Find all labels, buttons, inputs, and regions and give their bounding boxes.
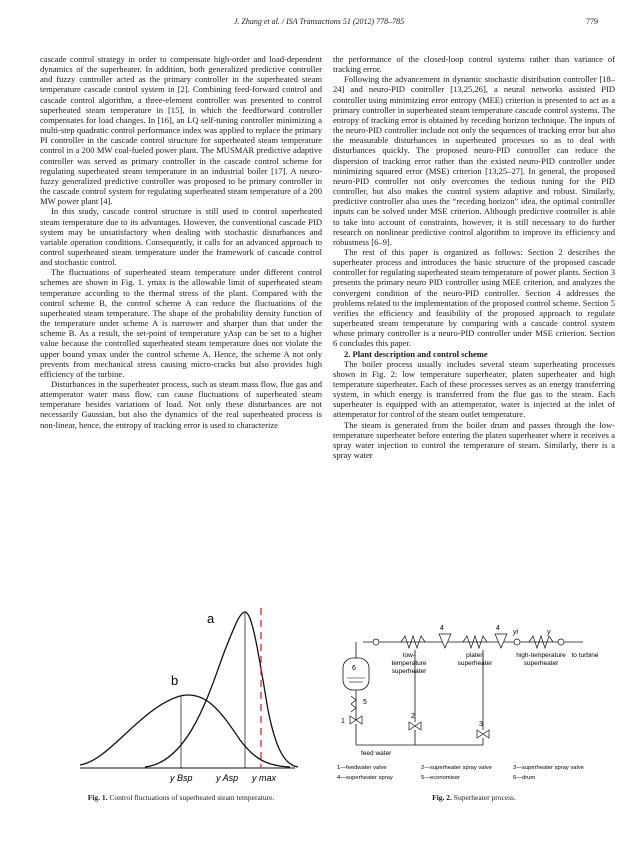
paragraph: The boiler process usually includes several steam superheating processes shown in Fig. 2: low temperature superheater, platen superheater and high temperature superheater. Each of these processes serves as an energy transferring system, in which energy is transferred from the flue gas to the steam. Each superheater is equipped with an attemperator, water is injected at the inlet of attemperator for control of the steam outlet temperature. — [333, 358, 615, 420]
junction-icon — [373, 639, 379, 645]
label-4a: 4 — [440, 625, 444, 632]
spray-valve-icon — [409, 722, 421, 730]
paragraph: the performance of the closed-loop control systems rather than variance of tracking error. — [333, 54, 615, 75]
left-column — [40, 54, 322, 430]
platen-label: platen — [466, 652, 484, 659]
curve-a — [145, 612, 298, 767]
label-y: y — [547, 629, 551, 636]
legend-item: 4—superheater spray — [337, 775, 393, 781]
caption-text: Superheater process. — [453, 793, 516, 802]
right-column — [333, 54, 615, 460]
page-number: 779 — [586, 17, 598, 26]
low-temp-label: superheater — [391, 668, 427, 675]
platen-label: superheater — [457, 660, 493, 667]
figure-2-caption — [333, 793, 615, 802]
figure-1-pdf-plot — [40, 590, 322, 785]
curve-a-label: a — [207, 611, 215, 626]
junction-icon — [514, 639, 520, 645]
junction-icon — [558, 639, 564, 645]
figure-2-superheater-diagram — [333, 620, 615, 785]
economiser-icon — [351, 696, 356, 712]
paragraph: The steam is generated from the boiler drum and passes through the low-temperature superheater before entering the platen superheater where it receives a spray water injection to control the temperature of steam. Similarly, there is a spray water — [333, 419, 615, 461]
low-temp-label: temperature — [391, 660, 427, 667]
figure-1-caption — [40, 793, 322, 802]
low-temp-label: low- — [403, 652, 415, 659]
high-temp-label: superheater — [523, 660, 559, 667]
label-2: 2 — [411, 713, 415, 720]
legend-item: 6—drum — [513, 775, 536, 781]
spray-icon — [439, 634, 451, 648]
ymax-label: y max — [252, 773, 277, 783]
paragraph: The fluctuations of superheated steam temperature under different control schemes are shown in Fig. 1. ymax is the allowable limit of superheated steam temperature according to the thermal stress of the plant. Compared with the control scheme B, the control scheme A can reduce the fluctuations of the superheated steam temperature. The shape of the probability density function of the temperature under scheme A is narrower and sharper than that under the scheme B. As a result, the set-point of temperature yAsp can be set to a higher value because the controlled superheated steam temperature does not violate the upper bound ymax under the control scheme A. Hence, the scheme A not only prevents from mechanical stress causing micro-cracks but also provides high efficiency of the turbine. — [40, 267, 322, 379]
curve-b — [80, 695, 290, 767]
high-temp-label: high-temperature — [516, 652, 566, 659]
drum-icon — [343, 658, 369, 690]
label-3: 3 — [479, 721, 483, 728]
legend-item: 5—economiser — [421, 775, 460, 781]
running-header — [0, 17, 638, 31]
label-1: 1 — [341, 718, 345, 725]
paragraph: Following the advancement in dynamic stochastic distribution controller [18–24] and neuro-PID controller [13,25,26], a neural networks assisted PID controller using minimizing error entropy (MEE) criterion is presented to act as a primary controller in superheated steam temperature cascade control systems. The entropy of tracking error is obtained by receding horizon technique. The inputs of the neuro-PID controller include not only the sequences of tracking error but also the measurable disturbances in superheated processes so as to deal with disturbances quickly. The proposed neuro-PID controller can reduce the dispersion of tracking error rather than the existed neuro-PID controller under minimizing squared error (MSE) criterion [13,25–27]. In general, the proposed neuro-PID controller not only overcomes the tedious tuning for the PID controller, but also makes the control system adaptive and robust. Similarly, predictive controller also uses the “receding horizon” idea, the optimal controller inputs can be solved under MSE criterion. Although predictive controller is able to take into account of constraints, however, it is still necessary to do further research on nonlinear predictive control algorithm to improve its efficiency and robustness [6–9]. — [333, 74, 615, 247]
spray-valve-icon — [477, 730, 489, 738]
legend-item: 1—feedwater valve — [337, 765, 387, 771]
paragraph: Disturbances in the superheater process, such as steam mass flow, flue gas and attemperator water mass flow, can cause fluctuations of superheated steam temperature besides variations of load. Not only these disturbances are not necessarily Gaussian, but also the dynamics of the real superheated process is non-linear, hence, the entropy of tracking error is used to characterize — [40, 379, 322, 430]
caption-label: Fig. 1. — [87, 793, 108, 802]
ybsp-label: y Bsp — [170, 773, 193, 783]
paragraph: The rest of this paper is organized as follows: Section 2 describes the superheater process and introduces the basic structure of the proposed cascade controller for regulating superheated steam temperature of power plants. Section 3 presents the primary neuro PID controller using MEE criterion, and analyzes the convergent condition of the neuro-PID controller. Section 4 addresses the problems related to the implementation of the proposed control scheme. Section 5 verifies the efficiency and feasibility of the proposed approach to regulate superheated steam temperature by comparing with a cascade control system whose primary controller is a neuro-PID controller under MSE criterion. Section 6 concludes this paper. — [333, 246, 615, 349]
spray-icon — [495, 634, 507, 648]
section-heading: 2. Plant description and control scheme — [344, 348, 488, 359]
label-5: 5 — [363, 699, 367, 706]
label-4b: 4 — [496, 625, 500, 632]
label-6: 6 — [352, 665, 356, 672]
caption-label: Fig. 2. — [432, 793, 452, 802]
feed-water-label: feed water — [361, 750, 392, 757]
paragraph: cascade control strategy in order to compensate high-order and load-dependent dynamics of the superheater. In addition, both generalized predictive controller and fuzzy controller acted as the primary controller in the superheated steam temperature cascade control system in [2]. Combining feed-forward control and cascade control algorithm, a three-element controller was presented to control superheated steam temperature in [15], in which the feedforward controller compensates for load changes. In [16], an LQ self-tuning controller minimizing a multi-step quadratic control performance index was applied to replace the primary PI controller in the cascade control structure for superheated steam temperature control in a 200 MW coal-fueled power plant. The MUSMAR predictive adaptive controller was served as primary controller in the cascade control scheme for regulating superheated steam temperature in an industrial boiler [17]. A neuro-fuzzy generalized predictive controller was proposed to be primary controller in the cascade control system for regulating superheated steam temperature of a 200 MW power plant [4]. — [40, 54, 322, 207]
paragraph: In this study, cascade control structure is still used to control superheated steam temperature due to its advantages. However, the conventional cascade PID system may be unsatisfactory when dealing with stochastic disturbances and variable operation conditions. Consequently, it calls for an advanced approach to control superheated steam temperature under the framework of cascade control and stochastic control. — [40, 206, 322, 268]
label-yi: yi — [513, 629, 519, 636]
caption-text: Control fluctuations of superheated steam temperature. — [109, 793, 275, 802]
journal-citation: J. Zhang et al. / ISA Transactions 51 (2012) 778–785 — [233, 17, 405, 26]
curve-b-label: b — [171, 673, 179, 688]
yasp-label: y Asp — [216, 773, 239, 783]
legend-item: 3—superheater spray valve — [513, 765, 584, 771]
to-turbine-label: to turbine — [571, 652, 599, 659]
legend-item: 2—superheater spray valve — [421, 765, 492, 771]
